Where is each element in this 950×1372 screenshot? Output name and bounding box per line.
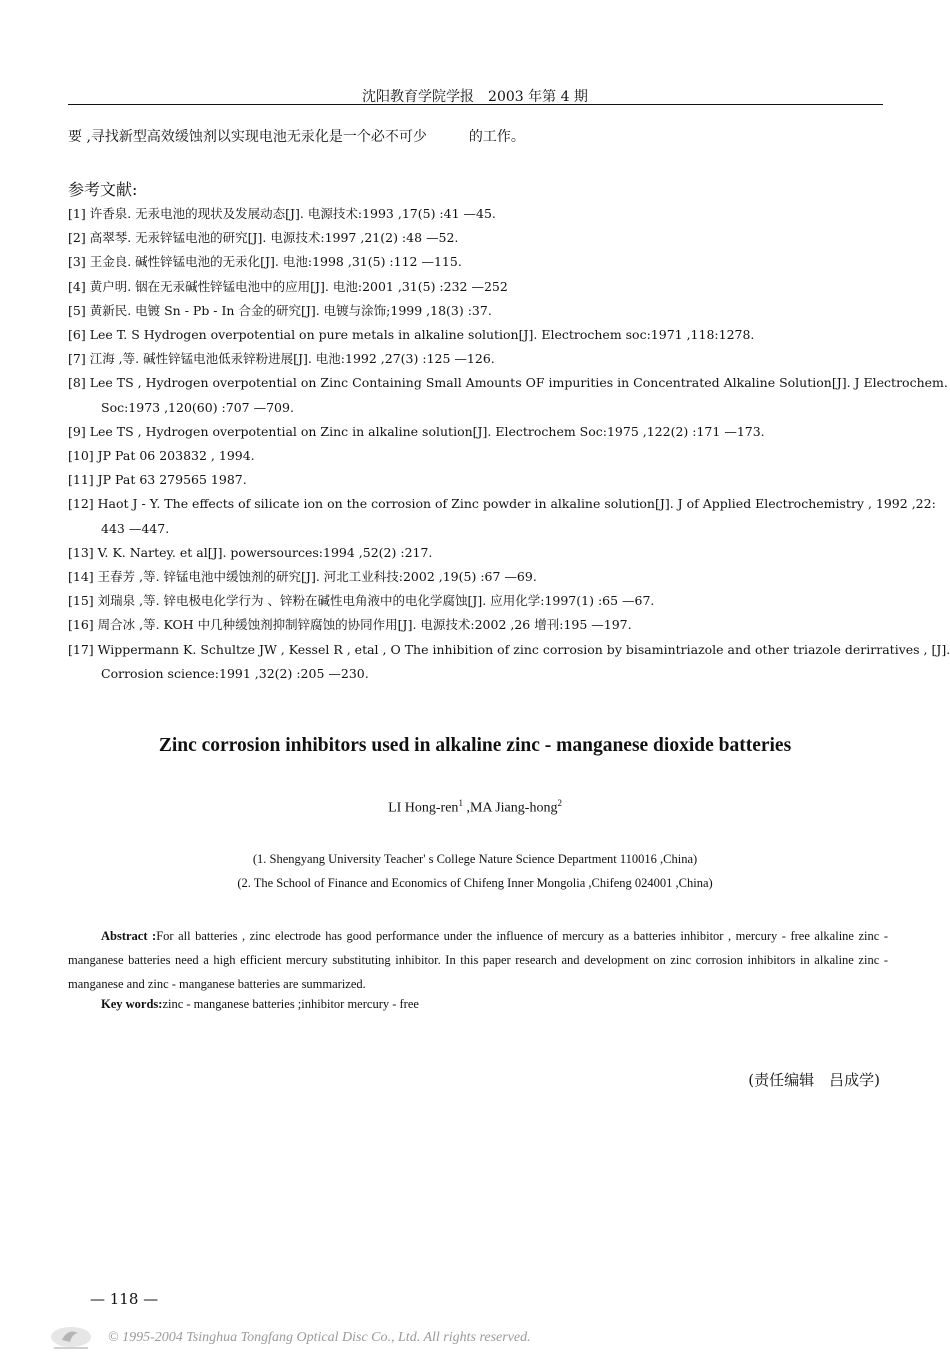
reference-item — [68, 371, 948, 419]
reference-item — [68, 202, 888, 226]
reference-number: [5] — [68, 302, 86, 318]
reference-item — [68, 347, 888, 371]
reference-text: 王金良. 碱性锌锰电池的无汞化[J]. 电池:1998 ,31(5) :112 —115. — [89, 254, 462, 270]
reference-item — [68, 323, 888, 347]
reference-number: [9] — [68, 423, 86, 439]
intro-paragraph: 要 ,寻找新型高效缓蚀剂以实现电池无汞化是一个必不可少 的工作。 — [68, 129, 525, 145]
reference-number: [16] — [68, 617, 94, 633]
copyright-footer: © 1995-2004 Tsinghua Tongfang Optical Disc Co., Ltd. All rights reserved. — [108, 1330, 531, 1345]
keywords-label: Key words: — [101, 997, 163, 1011]
reference-number: [13] — [68, 544, 94, 560]
reference-text: Lee TS , Hydrogen overpotential on Zinc Containing Small Amounts OF impurities in Concentrated Alkaline Solution[J]. J Electrochem. — [89, 375, 948, 391]
reference-text: 许香泉. 无汞电池的现状及发展动态[J]. 电源技术:1993 ,17(5) :41 —45. — [89, 206, 496, 221]
reference-number: [6] — [68, 327, 86, 343]
reference-list — [68, 202, 950, 686]
author-line — [0, 798, 950, 817]
reference-item — [68, 638, 950, 686]
reference-item — [68, 541, 888, 565]
reference-number: [10] — [68, 448, 94, 464]
reference-text: 周合冰 ,等. KOH 中几种缓蚀剂抑制锌腐蚀的协同作用[J]. 电源技术:2002 ,26 增刊:195 —197. — [97, 617, 632, 633]
publisher-logo-icon — [48, 1324, 94, 1352]
reference-number: [8] — [68, 375, 86, 391]
reference-number: [14] — [68, 569, 94, 585]
reference-text: JP Pat 06 203832 , 1994. — [97, 448, 255, 464]
page-number: — 118 — — [90, 1290, 159, 1308]
reference-item — [68, 565, 888, 589]
reference-item — [68, 299, 888, 323]
reference-text: 黄户明. 铟在无汞碱性锌锰电池中的应用[J]. 电池:2001 ,31(5) :232 —252 — [89, 278, 508, 294]
reference-number: [11] — [68, 472, 94, 488]
header-rule — [68, 104, 883, 105]
reference-text: Lee TS , Hydrogen overpotential on Zinc in alkaline solution[J]. Electrochem Soc:1975 ,122(2) :171 —173. — [89, 423, 765, 439]
running-header: 沈阳教育学院学报 2003 年第 4 期 — [362, 89, 588, 105]
reference-item — [68, 250, 888, 274]
reference-number: [15] — [68, 593, 94, 609]
reference-text-continued: Soc:1973 ,120(60) :707 —709. — [101, 399, 294, 415]
reference-number: [3] — [68, 254, 86, 270]
reference-number: [1] — [68, 206, 86, 221]
author-2-affil-mark: 2 — [557, 798, 562, 808]
abstract — [68, 924, 888, 997]
abstract-label: Abstract : — [101, 929, 157, 943]
keywords — [101, 997, 419, 1012]
reference-text-continued: Corrosion science:1991 ,32(2) :205 —230. — [101, 665, 369, 681]
reference-text: 王春芳 ,等. 锌锰电池中缓蚀剂的研究[J]. 河北工业科技:2002 ,19(5) :67 —69. — [97, 569, 537, 585]
abstract-text: For all batteries , zinc electrode has good performance under the influence of mercury as a batteries inhibitor , mercury - free alkaline zinc - manganese batteries need a high efficient mercury substituting inhibitor. In this paper research and development on zinc corrosion inhibitors in alkaline zinc - manganese and zinc - manganese batteries are summarized. — [68, 929, 888, 992]
references-heading: 参考文献: — [68, 180, 138, 199]
reference-number: [2] — [68, 230, 86, 246]
author-1-affil-mark: 1 — [458, 798, 463, 808]
reference-number: [12] — [68, 496, 94, 512]
english-title: Zinc corrosion inhibitors used in alkaline zinc - manganese dioxide batteries — [158, 735, 792, 756]
reference-number: [17] — [68, 641, 94, 657]
reference-item — [68, 589, 888, 613]
reference-item — [68, 492, 936, 540]
reference-item — [68, 275, 888, 299]
affiliation-2: (2. The School of Finance and Economics of Chifeng Inner Mongolia ,Chifeng 024001 ,China) — [237, 876, 713, 890]
reference-text-continued: 443 —447. — [101, 520, 170, 536]
reference-text: Lee T. S Hydrogen overpotential on pure metals in alkaline solution[J]. Electrochem soc:1971 ,118:1278. — [89, 327, 755, 343]
reference-text: 江海 ,等. 碱性锌锰电池低汞锌粉进展[J]. 电池:1992 ,27(3) :125 —126. — [89, 351, 495, 367]
reference-text: 高翠琴. 无汞锌锰电池的研究[J]. 电源技术:1997 ,21(2) :48 —52. — [89, 230, 459, 246]
editor-note: (责任编辑 吕成学) — [748, 1071, 880, 1089]
reference-number: [4] — [68, 278, 86, 294]
reference-item — [68, 468, 888, 492]
reference-number: [7] — [68, 351, 86, 367]
keywords-text: zinc - manganese batteries ;inhibitor mercury - free — [162, 997, 419, 1011]
reference-text: Haot J - Y. The effects of silicate ion on the corrosion of Zinc powder in alkaline solution[J]. J of Applied Electrochemistry , 1992 ,22: — [97, 496, 936, 512]
author-1: LI Hong-ren — [388, 800, 459, 816]
reference-text: Wippermann K. Schultze JW , Kessel R , etal , O The inhibition of zinc corrosion by bisamintriazole and other triazole derirratives , [J]. — [97, 641, 950, 657]
reference-text: JP Pat 63 279565 1987. — [97, 472, 247, 488]
reference-text: 刘瑞泉 ,等. 锌电极电化学行为 、锌粉在碱性电角液中的电化学腐蚀[J]. 应用化学:1997(1) :65 —67. — [97, 593, 655, 609]
reference-item — [68, 420, 888, 444]
reference-item — [68, 226, 888, 250]
reference-item — [68, 444, 888, 468]
affiliation-1: (1. Shengyang University Teacher' s College Nature Science Department 110016 ,China) — [252, 852, 698, 866]
reference-text: 黄新民. 电镀 Sn - Pb - In 合金的研究[J]. 电镀与涂饰;1999 ,18(3) :37. — [89, 302, 492, 318]
reference-item — [68, 613, 888, 637]
reference-text: V. K. Nartey. et al[J]. powersources:1994 ,52(2) :217. — [97, 544, 433, 560]
author-2: ,MA Jiang-hong — [462, 800, 558, 816]
